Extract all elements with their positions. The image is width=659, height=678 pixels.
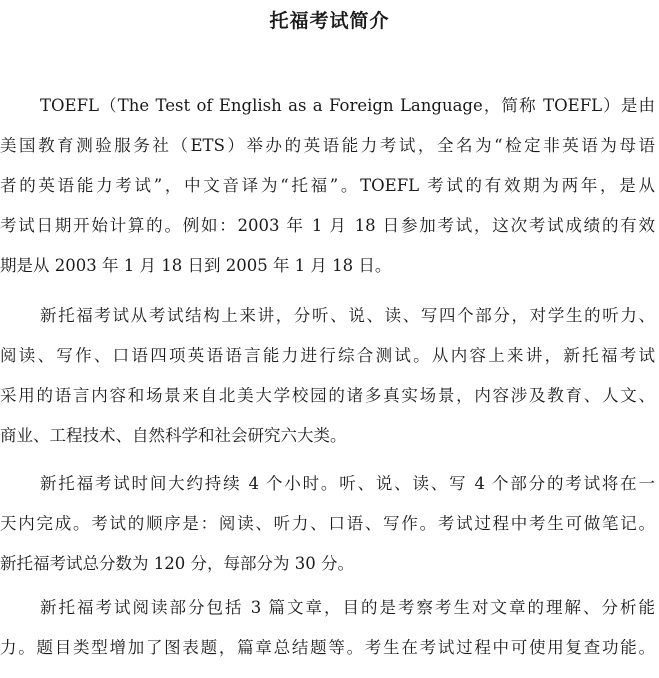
paragraph-line: 新托福考试总分数为 120 分，每部分为 30 分。 [0, 554, 354, 573]
paragraph-line: 天内完成。考试的顺序是：阅读、听力、口语、写作。考试过程中考生可做笔记。 [0, 514, 655, 533]
paragraph-line: 阅读、写作、口语四项英语语言能力进行综合测试。从内容上来讲，新托福考试 [0, 346, 655, 365]
paragraph-line: 期是从 2003 年 1 月 18 日到 2005 年 1 月 18 日。 [0, 256, 392, 275]
paragraph-line: 新托福考试从考试结构上来讲，分听、说、读、写四个部分，对学生的听力、 [40, 306, 655, 325]
document-title: 托福考试简介 [269, 10, 390, 32]
paragraph-line: TOEFL（The Test of English as a Foreign Language，简称 TOEFL）是由 [40, 96, 655, 115]
paragraph-line: 力。题目类型增加了图表题，篇章总结题等。考生在考试过程中可使用复查功能。 [0, 638, 655, 657]
paragraph-line: 新托福考试阅读部分包括 3 篇文章，目的是考察考生对文章的理解、分析能 [40, 598, 655, 617]
paragraph-line: 美国教育测验服务社（ETS）举办的英语能力考试，全名为“检定非英语为母语 [0, 136, 655, 155]
paragraph-line: 考试日期开始计算的。例如：2003 年 1 月 18 日参加考试，这次考试成绩的有效 [0, 216, 655, 235]
paragraph-line: 采用的语言内容和场景来自北美大学校园的诸多真实场景，内容涉及教育、人文、 [0, 386, 655, 405]
paragraph-line: 商业、工程技术、自然科学和社会研究六大类。 [0, 426, 347, 445]
paragraph-line: 新托福考试时间大约持续 4 个小时。听、说、读、写 4 个部分的考试将在一 [40, 474, 655, 493]
paragraph-line: 者的英语能力考试”，中文音译为“托福”。TOEFL 考试的有效期为两年，是从 [0, 176, 655, 195]
